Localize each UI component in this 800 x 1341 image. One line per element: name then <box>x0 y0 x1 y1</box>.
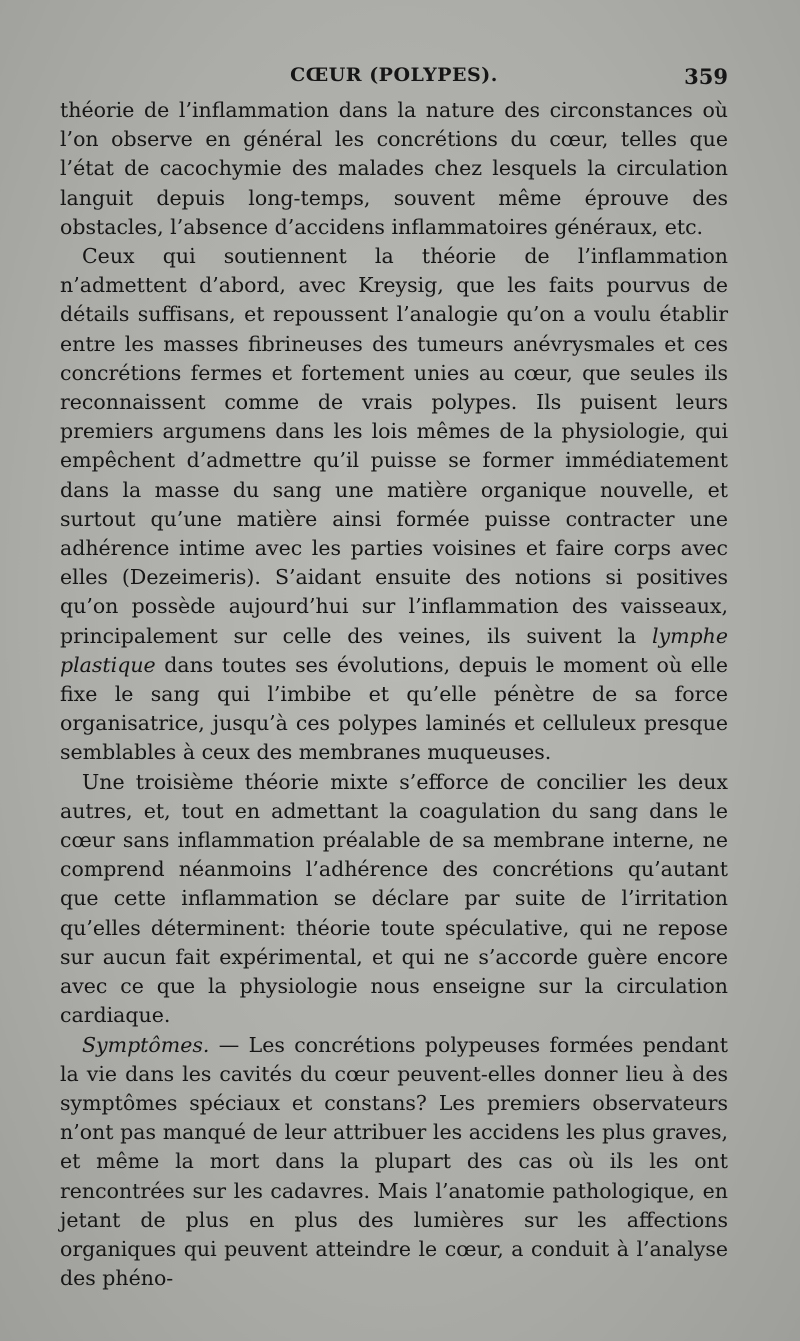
paragraph-2-text-before-italic: Ceux qui soutiennent la théorie de l’inflammation n’admettent d’abord, avec Kreysig, que les faits pourvus de détails suffisans, et repoussent l’analogie qu’on a voulu établir entre les masses fibrineuses des tumeurs anévrysmales et ces concrétions fermes et fortement unies au cœur, que seules ils reconnaissent comme de vrais polypes. Ils puisent leurs premiers argumens dans les lois mêmes de la physiologie, qui empêchent d’admettre qu’il puisse se former immédiatement dans la masse du sang une matière organique nouvelle, et surtout qu’une matière ainsi formée puisse contracter une adhérence intime avec les parties voisines et faire corps avec elles (Dezeimeris). S’aidant ensuite des notions si positives qu’on possède aujourd’hui sur l’inflammation des vaisseaux, principalement sur celle des veines, ils suivent la <box>60 244 728 648</box>
page-header <box>60 64 728 98</box>
running-title: CŒUR (POLYPES). <box>290 64 498 86</box>
paragraph-2-italic-term: lymphe plastique <box>60 623 728 677</box>
body-text <box>60 96 728 1293</box>
section-heading-symptomes: Symptômes. <box>82 1032 210 1057</box>
paragraph-2-text-after-italic: dans toutes ses évolutions, depuis le moment où elle fixe le sang qui l’imbibe et qu’elle pénètre de sa force organisatrice, jusqu’à ces polypes laminés et celluleux presque semblables à ceux des membranes muqueuses. <box>60 652 728 765</box>
paragraph-3 <box>60 768 728 1031</box>
paragraph-4-text: — Les concrétions polypeuses formées pendant la vie dans les cavités du cœur peuvent-elles donner lieu à des symptômes spéciaux et constans? Les premiers observateurs n’ont pas manqué de leur attribuer les accidens les plus graves, et même la mort dans la plupart des cas où ils les ont rencontrées sur les cadavres. Mais l’anatomie pathologique, en jetant de plus en plus des lumières sur les affections organiques qui peuvent atteindre le cœur, a conduit à l’analyse des phéno- <box>60 1032 728 1291</box>
paragraph-1-text: théorie de l’inflammation dans la nature des circonstances où l’on observe en général les concrétions du cœur, telles que l’état de cacochymie des malades chez lesquels la circulation languit depuis long-temps, souvent même éprouve des obstacles, l’absence d’accidens inflammatoires généraux, etc. <box>60 98 728 239</box>
paragraph-4 <box>60 1031 728 1294</box>
paragraph-3-text: Une troisième théorie mixte s’efforce de concilier les deux autres, et, tout en admettant la coagulation du sang dans le cœur sans inflammation préalable de sa membrane interne, ne comprend néanmoins l’adhérence des concrétions qu’autant que cette inflammation se déclare par suite de l’irritation qu’elles déterminent: théorie toute spéculative, qui ne repose sur aucun fait expérimental, et qui ne s’accorde guère encore avec ce que la physiologie nous enseigne sur la circulation cardiaque. <box>60 769 728 1028</box>
paragraph-1 <box>60 96 728 242</box>
page-number: 359 <box>684 64 728 89</box>
paragraph-2 <box>60 242 728 768</box>
